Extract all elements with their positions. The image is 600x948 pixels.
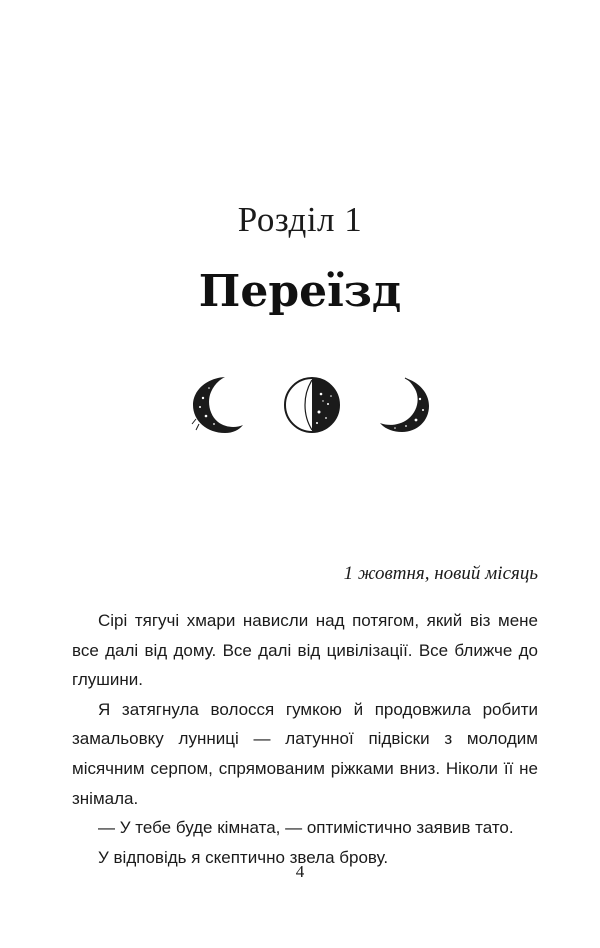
chapter-label: Розділ 1 [237,200,363,239]
page-number: 4 [295,862,305,881]
paragraph: Я затягнула волосся гумкою й продовжила робити замальовку лунниці — латунної підвіски з молодим місячним серпом, спрямованим ріжками вниз. Ніколи її не знімала. [72,699,538,808]
paragraph: — У тебе буде кімната, — оптимістично заявив тато. [98,818,514,838]
waning-crescent-moon-icon [373,374,435,436]
half-moon-icon [281,374,343,436]
moon-phases-ornament [0,374,600,436]
chapter-body [72,606,538,872]
paragraph: У відповідь я скептично звела брову. [98,847,389,867]
chapter-title: Переїзд [198,266,402,317]
waxing-crescent-moon-icon [187,374,249,436]
diary-date: 1 жовтня, новий місяць [343,563,538,584]
paragraph: Сірі тягучі хмари нависли над потягом, який віз мене все далі від дому. Все далі від цивілізації. Все ближче до глушини. [72,611,538,690]
